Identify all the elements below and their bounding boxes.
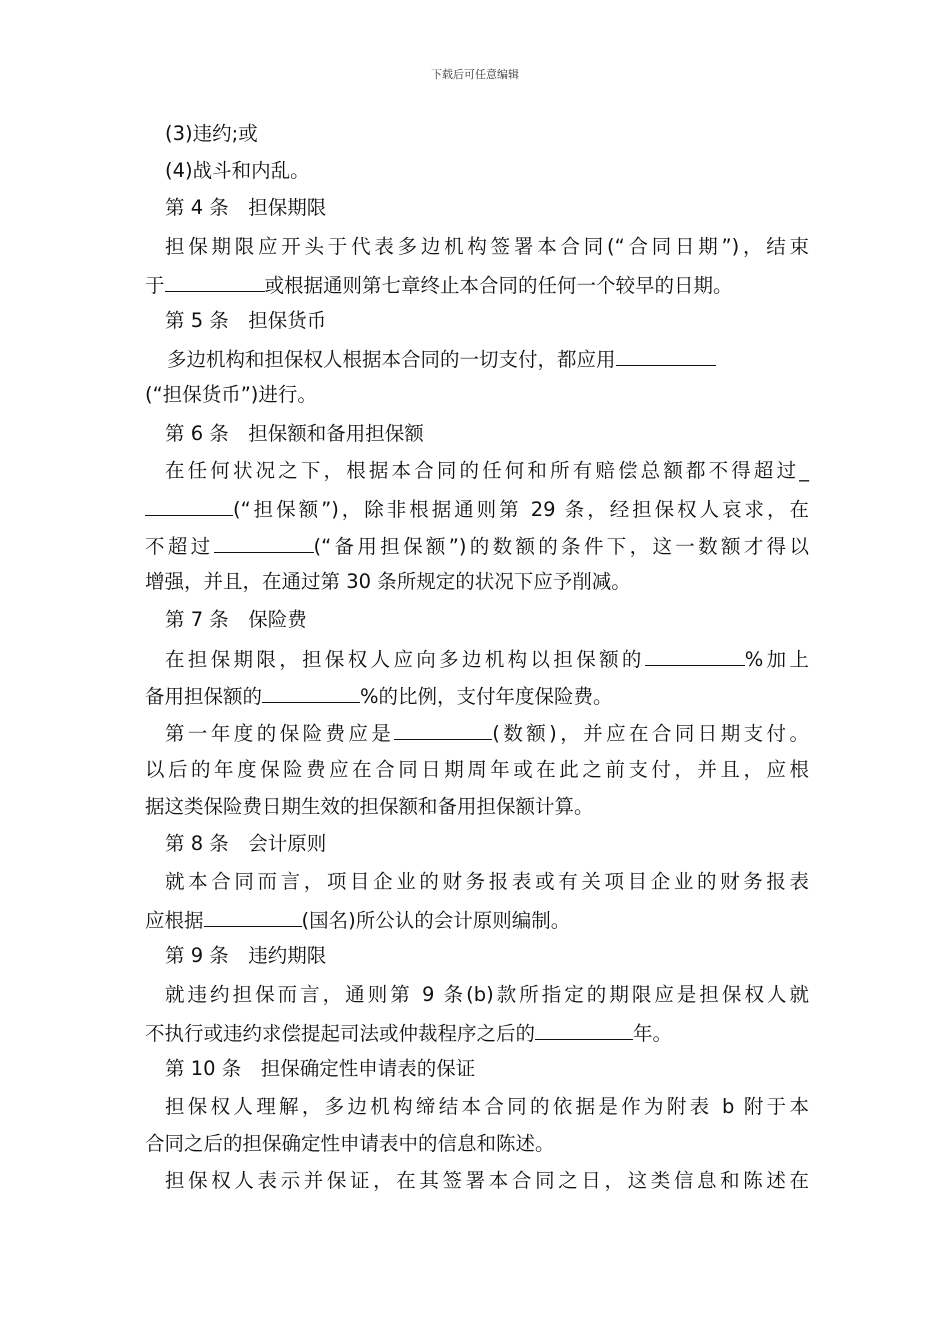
paragraph-line: 担保权人理解，多边机构缔结本合同的依据是作为附表 b 附于本: [165, 1095, 809, 1118]
paragraph-line: 据这类保险费日期生效的担保额和备用担保额计算。: [145, 795, 594, 818]
paragraph-line: (“担保额”)，除非根据通则第 29 条，经担保权人哀求，在: [145, 494, 809, 524]
paragraph-line: (3)违约;或: [165, 122, 258, 145]
article-heading: 第 6 条 担保额和备用担保额: [165, 422, 424, 445]
fill-in-blank[interactable]: [214, 531, 314, 553]
article-heading: 第 9 条 违约期限: [165, 944, 327, 967]
fill-in-blank[interactable]: [616, 344, 716, 366]
fill-in-blank[interactable]: [165, 270, 265, 292]
paragraph-line: 担保权人表示并保证，在其签署本合同之日，这类信息和陈述在: [165, 1169, 809, 1192]
paragraph-line: 于 或根据通则第七章终止本合同的任何一个较早的日期。: [145, 270, 809, 300]
paragraph-line: 备用担保额的 %的比例，支付年度保险费。: [145, 681, 809, 711]
paragraph-line: 担保期限应开头于代表多边机构签署本合同(“合同日期”)，结束: [165, 235, 809, 258]
article-heading: 第 4 条 担保期限: [165, 196, 327, 219]
paragraph-line: 多边机构和担保权人根据本合同的一切支付，都应用: [167, 344, 809, 374]
fill-in-blank[interactable]: [262, 681, 360, 703]
paragraph-line: 在担保期限，担保权人应向多边机构以担保额的 %加上: [165, 644, 809, 674]
paragraph-line: 不超过 (“备用担保额”)的数额的条件下，这一数额才得以: [145, 531, 809, 561]
paragraph-line: 第一年度的保险费应是 (数额)，并应在合同日期支付。: [165, 718, 809, 748]
paragraph-line: 不执行或违约求偿提起司法或仲裁程序之后的 年。: [145, 1018, 809, 1048]
page-header: 下载后可任意编辑: [431, 68, 519, 81]
article-heading: 第 10 条 担保确定性申请表的保证: [165, 1057, 476, 1080]
article-heading: 第 5 条 担保货币: [165, 309, 327, 332]
fill-in-blank[interactable]: [145, 494, 233, 516]
article-heading: 第 8 条 会计原则: [165, 832, 327, 855]
paragraph-line: (“担保货币”)进行。: [145, 383, 317, 406]
article-heading: 第 7 条 保险费: [165, 608, 307, 631]
paragraph-line: 合同之后的担保确定性申请表中的信息和陈述。: [145, 1132, 555, 1155]
paragraph-line: 增强，并且，在通过第 30 条所规定的状况下应予削减。: [145, 570, 631, 593]
paragraph-line: 在任何状况之下，根据本合同的任何和所有赔偿总额都不得超过_: [165, 459, 809, 482]
paragraph-line: 就本合同而言，项目企业的财务报表或有关项目企业的财务报表: [165, 870, 809, 893]
paragraph-line: 以后的年度保险费应在合同日期周年或在此之前支付，并且，应根: [145, 758, 809, 781]
paragraph-line: (4)战斗和内乱。: [165, 159, 310, 182]
fill-in-blank[interactable]: [204, 905, 302, 927]
fill-in-blank[interactable]: [645, 644, 745, 666]
fill-in-blank[interactable]: [535, 1018, 633, 1040]
paragraph-line: 应根据 (国名)所公认的会计原则编制。: [145, 905, 809, 935]
fill-in-blank[interactable]: [394, 718, 492, 740]
paragraph-line: 就违约担保而言，通则第 9 条(b)款所指定的期限应是担保权人就: [165, 983, 809, 1006]
